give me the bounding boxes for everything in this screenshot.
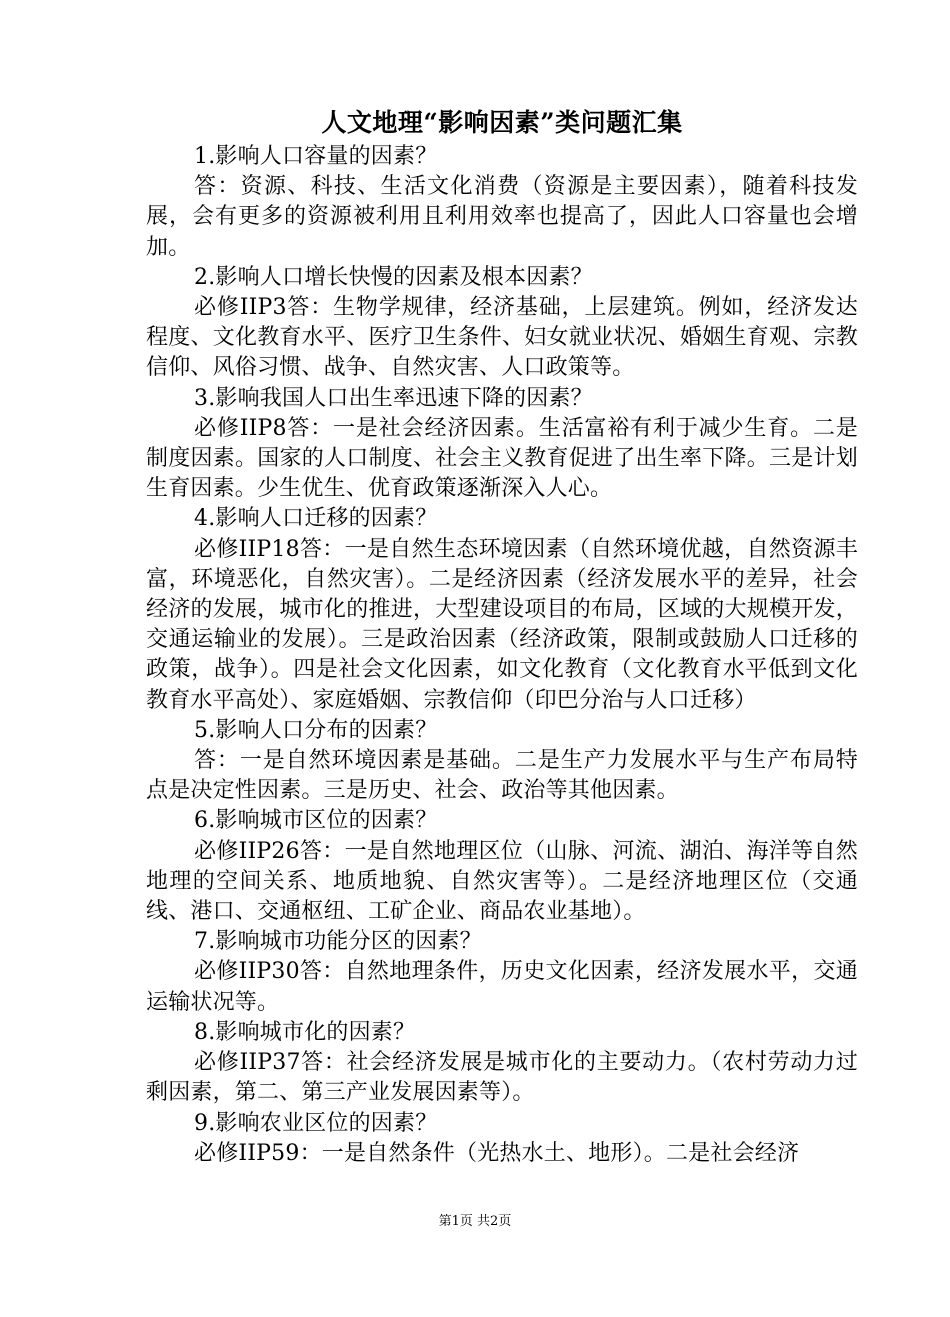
question-7: 7.影响城市功能分区的因素？: [194, 929, 482, 955]
page-footer: 第1页 共2页: [438, 1214, 512, 1229]
answer-1: 答：资源、科技、生活文化消费（资源是主要因素），随着科技发展，会有更多的资源被利用且利用效率也提高了，因此人口容量也会增加。: [146, 174, 858, 260]
question-2: 2.影响人口增长快慢的因素及根本因素？: [194, 264, 593, 290]
document-title: 人文地理“影响因素”类问题汇集: [321, 108, 683, 137]
question-9: 9.影响农业区位的因素？: [194, 1110, 438, 1136]
question-4: 4.影响人口迁移的因素？: [194, 506, 438, 532]
answer-8: 必修IIP37答：社会经济发展是城市化的主要动力。（农村劳动力过剩因素，第二、第三产业发展因素等）。: [146, 1050, 858, 1106]
answer-9: 必修IIP59：一是自然条件（光热水土、地形）。二是社会经济: [194, 1140, 800, 1166]
document-body: [146, 104, 858, 1169]
question-5: 5.影响人口分布的因素？: [194, 717, 438, 743]
question-3: 3.影响我国人口出生率迅速下降的因素？: [194, 385, 593, 411]
question-8: 8.影响城市化的因素？: [194, 1019, 416, 1045]
answer-4: 必修IIP18答：一是自然生态环境因素（自然环境优越，自然资源丰富，环境恶化，自然灾害）。二是经济因素（经济发展水平的差异，社会经济的发展，城市化的推进，大型建设项目的布局，区域的大规模开发，交通运输业的发展）。三是政治因素（经济政策，限制或鼓励人口迁移的政策，战争）。四是社会文化因素，如文化教育（文化教育水平低到文化教育水平高处）、家庭婚姻、宗教信仰（印巴分治与人口迁移）: [146, 536, 858, 713]
answer-2: 必修IIP3答：生物学规律，经济基础，上层建筑。例如，经济发达程度、文化教育水平、医疗卫生条件、妇女就业状况、婚姻生育观、宗教信仰、风俗习惯、战争、自然灾害、人口政策等。: [146, 295, 858, 381]
answer-5: 答：一是自然环境因素是基础。二是生产力发展水平与生产布局特点是决定性因素。三是历史、社会、政治等其他因素。: [146, 748, 858, 804]
question-1: 1.影响人口容量的因素？: [194, 144, 438, 169]
question-6: 6.影响城市区位的因素？: [194, 808, 438, 834]
answer-3: 必修IIP8答：一是社会经济因素。生活富裕有利于减少生育。二是制度因素。国家的人口制度、社会主义教育促进了出生率下降。三是计划生育因素。少生优生、优育政策逐渐深入人心。: [146, 415, 858, 502]
answer-6: 必修IIP26答：一是自然地理区位（山脉、河流、湖泊、海洋等自然地理的空间关系、地质地貌、自然灾害等）。二是经济地理区位（交通线、港口、交通枢纽、工矿企业、商品农业基地）。: [146, 838, 858, 925]
answer-7: 必修IIP30答：自然地理条件，历史文化因素，经济发展水平，交通运输状况等。: [146, 959, 858, 1015]
